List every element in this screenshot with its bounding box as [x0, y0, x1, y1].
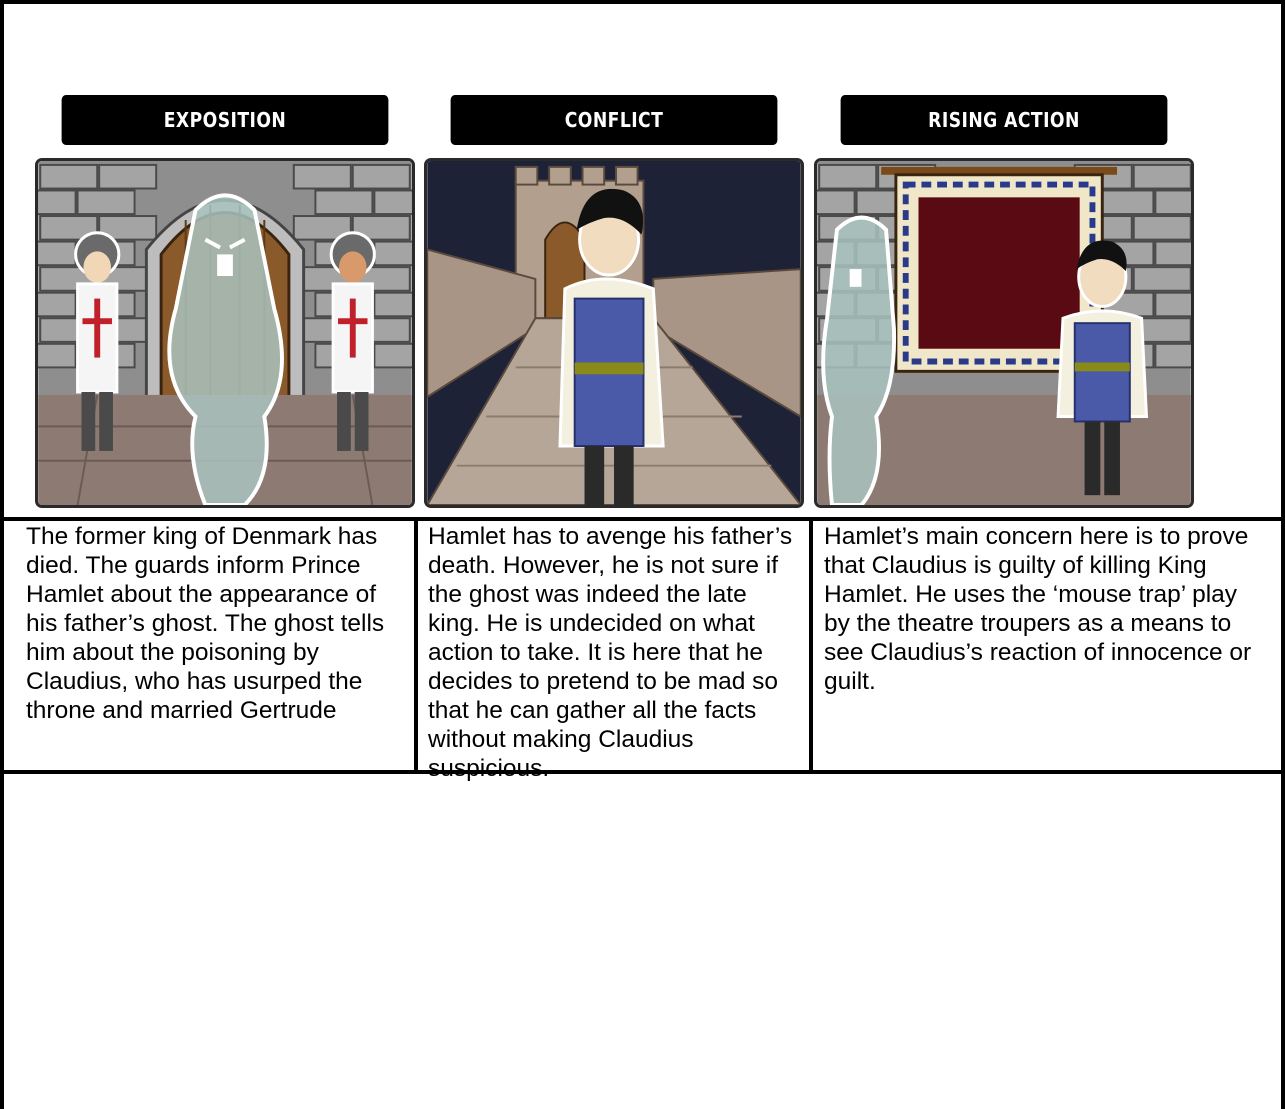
ghost-icon [38, 161, 412, 505]
conflict-text: Hamlet has to avenge his father’s death. However, he is not sure if the ghost was indeed the late king. He is undecided on what action to take. It is here that he decides to pretend to be mad so that he can gather all the facts without making Claudius suspicious. [428, 523, 793, 782]
rising-action-text: Hamlet’s main concern here is to prove that Claudius is guilty of killing King Hamlet. He uses the ‘mouse trap’ play by the theatre troupers as a means to see Claudius’s reaction of innocence or guilt. [824, 523, 1252, 695]
grid-line-top [0, 517, 1285, 521]
outer-border-left [0, 0, 4, 1109]
grid-divider-1 [414, 517, 418, 773]
exposition-scene [35, 158, 415, 508]
rising-action-scene [814, 158, 1194, 508]
heading-exposition: EXPOSITION [62, 95, 389, 145]
exposition-text: The former king of Denmark has died. The guards inform Prince Hamlet about the appearance of his father’s ghost. The ghost tells him about the poisoning by Claudius, who has usurped the throne and married Gertrude [26, 523, 385, 724]
conflict-scene [424, 158, 804, 508]
hamlet-thinking-icon [427, 161, 801, 505]
outer-border-top [0, 0, 1285, 4]
outer-border-right [1281, 0, 1285, 1109]
heading-rising-action: RISING ACTION [841, 95, 1168, 145]
heading-conflict: CONFLICT [451, 95, 778, 145]
hamlet-ghost-tapestry-icon [817, 161, 1191, 505]
grid-divider-2 [809, 517, 813, 773]
